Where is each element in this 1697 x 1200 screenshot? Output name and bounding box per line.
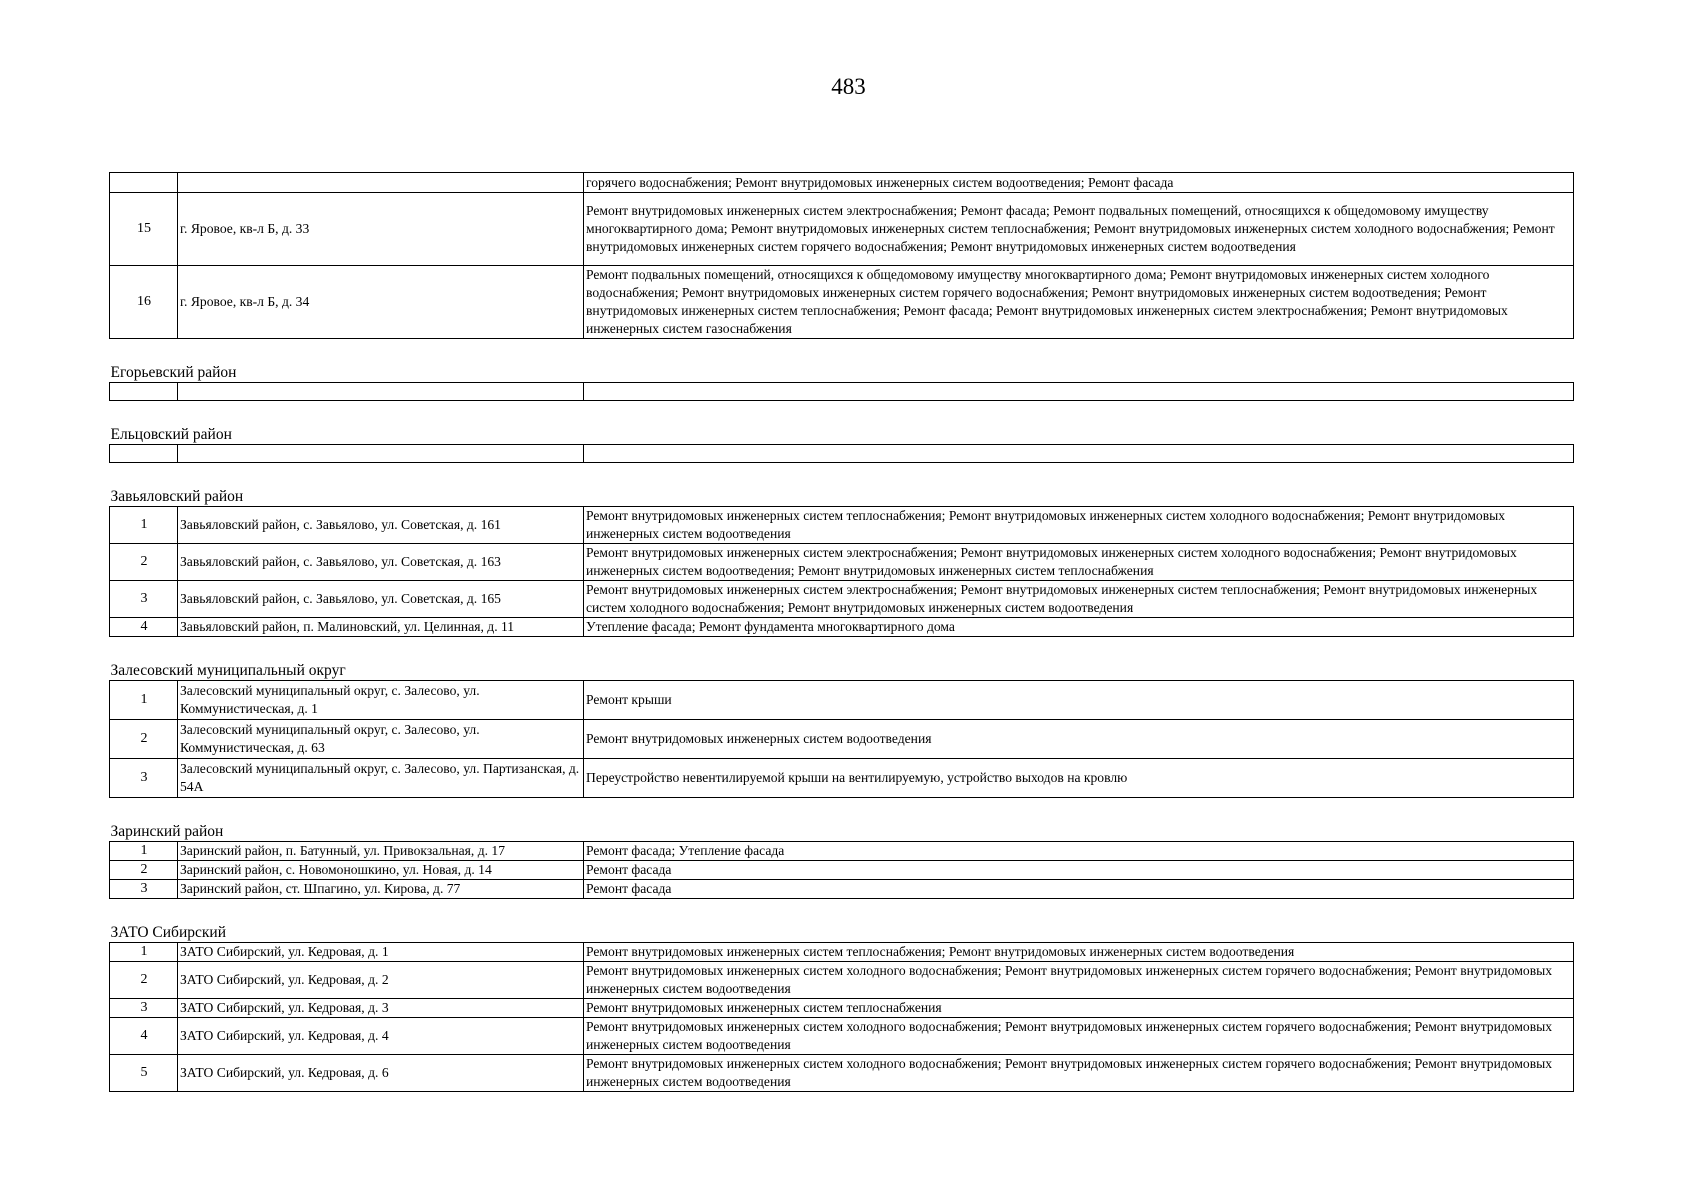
table-row (110, 1018, 1574, 1055)
section-title: Заринский район (110, 798, 1574, 842)
section-header-row (110, 637, 1574, 681)
address-cell: ЗАТО Сибирский, ул. Кедровая, д. 3 (178, 999, 584, 1018)
address-cell: Заринский район, п. Батунный, ул. Привокзальная, д. 17 (178, 842, 584, 861)
row-number-cell: 3 (110, 581, 178, 618)
table-row (110, 173, 1574, 193)
work-cell: Ремонт крыши (584, 681, 1574, 720)
table-row (110, 544, 1574, 581)
table-row (110, 618, 1574, 637)
row-number-cell: 2 (110, 861, 178, 880)
work-cell: Ремонт внутридомовых инженерных систем водоотведения (584, 720, 1574, 759)
address-cell: ЗАТО Сибирский, ул. Кедровая, д. 2 (178, 962, 584, 999)
address-cell: Завьяловский район, с. Завьялово, ул. Советская, д. 165 (178, 581, 584, 618)
work-cell: Ремонт внутридомовых инженерных систем электроснабжения; Ремонт фасада; Ремонт подвальных помещений, относящихся к общедомовому имуществу многоквартирного дома; Ремонт внутридомовых инженерных систем теплоснабжения; Ремонт внутридомовых инженерных систем холодного водоснабжения; Ремонт внутридомовых инженерных систем горячего водоснабжения; Ремонт внутридомовых инженерных систем водоотведения (584, 193, 1574, 266)
address-cell: ЗАТО Сибирский, ул. Кедровая, д. 6 (178, 1055, 584, 1092)
empty-row (110, 445, 1574, 463)
table-row (110, 1055, 1574, 1092)
repair-works-table (109, 172, 1574, 1092)
row-number-cell: 1 (110, 842, 178, 861)
table-row (110, 193, 1574, 266)
table-row (110, 842, 1574, 861)
section-header-row (110, 899, 1574, 943)
table-row (110, 880, 1574, 899)
row-number-cell: 1 (110, 681, 178, 720)
row-number-cell: 2 (110, 962, 178, 999)
section-title: ЗАТО Сибирский (110, 899, 1574, 943)
section-header-row (110, 798, 1574, 842)
work-cell: Ремонт внутридомовых инженерных систем холодного водоснабжения; Ремонт внутридомовых инженерных систем горячего водоснабжения; Ремонт внутридомовых инженерных систем водоотведения (584, 962, 1574, 999)
work-cell: Ремонт внутридомовых инженерных систем теплоснабжения; Ремонт внутридомовых инженерных систем холодного водоснабжения; Ремонт внутридомовых инженерных систем водоотведения (584, 507, 1574, 544)
row-number-cell: 3 (110, 999, 178, 1018)
row-number-cell: 4 (110, 1018, 178, 1055)
section-title: Завьяловский район (110, 463, 1574, 507)
address-cell: Завьяловский район, п. Малиновский, ул. Целинная, д. 11 (178, 618, 584, 637)
work-cell: Ремонт фасада (584, 880, 1574, 899)
work-cell: Ремонт внутридомовых инженерных систем холодного водоснабжения; Ремонт внутридомовых инженерных систем горячего водоснабжения; Ремонт внутридомовых инженерных систем водоотведения (584, 1018, 1574, 1055)
table-row (110, 266, 1574, 339)
table-row (110, 581, 1574, 618)
row-number-cell: 4 (110, 618, 178, 637)
section-title: Залесовский муниципальный округ (110, 637, 1574, 681)
section-header-row (110, 463, 1574, 507)
row-number-cell: 1 (110, 507, 178, 544)
work-cell: Переустройство невентилируемой крыши на вентилируемую, устройство выходов на кровлю (584, 759, 1574, 798)
table-row (110, 759, 1574, 798)
address-cell: Завьяловский район, с. Завьялово, ул. Советская, д. 163 (178, 544, 584, 581)
address-cell: ЗАТО Сибирский, ул. Кедровая, д. 4 (178, 1018, 584, 1055)
work-cell: Ремонт внутридомовых инженерных систем теплоснабжения (584, 999, 1574, 1018)
page-number: 483 (831, 74, 866, 99)
row-number-cell: 1 (110, 943, 178, 962)
address-cell: Завьяловский район, с. Завьялово, ул. Советская, д. 161 (178, 507, 584, 544)
address-cell: Залесовский муниципальный округ, с. Залесово, ул. Коммунистическая, д. 1 (178, 681, 584, 720)
address-cell: г. Яровое, кв-л Б, д. 34 (178, 266, 584, 339)
row-number-cell: 16 (110, 266, 178, 339)
row-number-cell: 2 (110, 544, 178, 581)
address-cell (178, 173, 584, 193)
section-title: Егорьевский район (110, 339, 1574, 383)
work-cell: Ремонт внутридомовых инженерных систем теплоснабжения; Ремонт внутридомовых инженерных систем водоотведения (584, 943, 1574, 962)
section-title: Ельцовский район (110, 401, 1574, 445)
section-header-row (110, 401, 1574, 445)
work-cell: Ремонт внутридомовых инженерных систем электроснабжения; Ремонт внутридомовых инженерных систем холодного водоснабжения; Ремонт внутридомовых инженерных систем водоотведения; Ремонт внутридомовых инженерных систем теплоснабжения (584, 544, 1574, 581)
row-number-cell: 3 (110, 759, 178, 798)
section-header-row (110, 339, 1574, 383)
table-row (110, 943, 1574, 962)
work-cell: Ремонт внутридомовых инженерных систем холодного водоснабжения; Ремонт внутридомовых инженерных систем горячего водоснабжения; Ремонт внутридомовых инженерных систем водоотведения (584, 1055, 1574, 1092)
address-cell: Заринский район, с. Новомоношкино, ул. Новая, д. 14 (178, 861, 584, 880)
row-number-cell: 3 (110, 880, 178, 899)
row-number-cell (110, 173, 178, 193)
row-number-cell: 2 (110, 720, 178, 759)
work-cell: Ремонт внутридомовых инженерных систем электроснабжения; Ремонт внутридомовых инженерных систем теплоснабжения; Ремонт внутридомовых инженерных систем холодного водоснабжения; Ремонт внутридомовых инженерных систем водоотведения (584, 581, 1574, 618)
work-cell: горячего водоснабжения; Ремонт внутридомовых инженерных систем водоотведения; Ремонт фасада (584, 173, 1574, 193)
table-row (110, 720, 1574, 759)
work-cell: Ремонт фасада; Утепление фасада (584, 842, 1574, 861)
table-row (110, 681, 1574, 720)
work-cell: Ремонт фасада (584, 861, 1574, 880)
work-cell: Ремонт подвальных помещений, относящихся к общедомовому имуществу многоквартирного дома; Ремонт внутридомовых инженерных систем холодного водоснабжения; Ремонт внутридомовых инженерных систем горячего водоснабжения; Ремонт внутридомовых инженерных систем водоотведения; Ремонт внутридомовых инженерных систем теплоснабжения; Ремонт фасада; Ремонт внутридомовых инженерных систем электроснабжения; Ремонт внутридомовых инженерных систем газоснабжения (584, 266, 1574, 339)
address-cell: Залесовский муниципальный округ, с. Залесово, ул. Партизанская, д. 54А (178, 759, 584, 798)
address-cell: г. Яровое, кв-л Б, д. 33 (178, 193, 584, 266)
table-row (110, 962, 1574, 999)
address-cell: Залесовский муниципальный округ, с. Залесово, ул. Коммунистическая, д. 63 (178, 720, 584, 759)
table-row (110, 861, 1574, 880)
work-cell: Утепление фасада; Ремонт фундамента многоквартирного дома (584, 618, 1574, 637)
row-number-cell: 5 (110, 1055, 178, 1092)
table-row (110, 999, 1574, 1018)
address-cell: Заринский район, ст. Шпагино, ул. Кирова, д. 77 (178, 880, 584, 899)
table-row (110, 507, 1574, 544)
address-cell: ЗАТО Сибирский, ул. Кедровая, д. 1 (178, 943, 584, 962)
row-number-cell: 15 (110, 193, 178, 266)
empty-row (110, 383, 1574, 401)
